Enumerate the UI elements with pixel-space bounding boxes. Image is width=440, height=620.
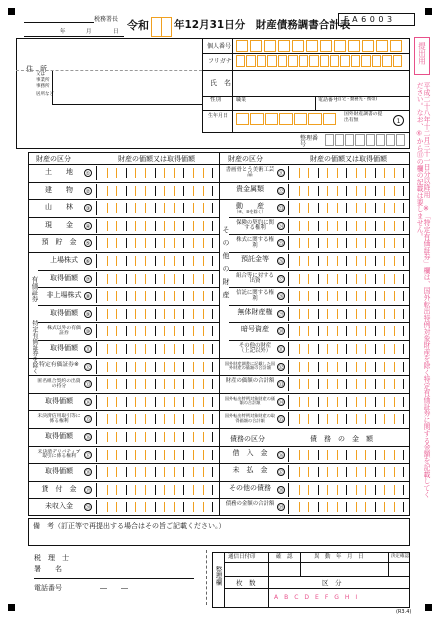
row-divider bbox=[38, 270, 219, 271]
year-input-digit[interactable] bbox=[161, 17, 172, 37]
asset-value-input[interactable] bbox=[288, 166, 408, 180]
asset-label: 取得価額 bbox=[50, 308, 78, 317]
table-center-divider bbox=[219, 152, 220, 516]
abroad-label: 国外財産調書の提出有無 bbox=[344, 112, 383, 124]
row-divider bbox=[219, 410, 410, 411]
asset-value-input[interactable] bbox=[96, 219, 217, 233]
asset-label: 国外財産調書に記載した国外財産の価額の合計額 bbox=[224, 360, 276, 370]
row-number: ⑳ bbox=[85, 505, 91, 512]
alt-note: 事業所 bbox=[36, 78, 50, 83]
birth-label: 生年月日 bbox=[208, 113, 229, 119]
row-divider bbox=[219, 498, 410, 499]
divider bbox=[224, 562, 410, 563]
page-title: 年12月31日分 財産債務調書合計表 bbox=[174, 19, 351, 31]
row-divider bbox=[38, 340, 219, 341]
row-divider bbox=[28, 375, 219, 376]
registration-mark bbox=[8, 604, 15, 611]
divider bbox=[202, 132, 410, 133]
row-divider bbox=[28, 498, 219, 499]
row-number: ㊳ bbox=[278, 487, 284, 494]
row-number: ㉘ bbox=[278, 294, 284, 301]
divider bbox=[268, 576, 269, 608]
asset-value-input[interactable] bbox=[288, 236, 408, 250]
asset-label: 非上場株式 bbox=[46, 291, 82, 300]
asset-value-input[interactable] bbox=[96, 184, 217, 198]
row-number: ⑩ bbox=[85, 329, 91, 336]
asset-label: 取得価額 bbox=[50, 273, 78, 282]
row-number: ⑯ bbox=[85, 435, 91, 441]
form-code-box bbox=[338, 13, 415, 26]
asset-label: 未 払 金 bbox=[232, 466, 268, 475]
divider bbox=[315, 96, 316, 110]
date-month: 月 bbox=[86, 29, 92, 35]
group-tokutei-jogai: 特定有価証券を除く bbox=[31, 320, 38, 374]
right-header-value: 財産の価額又は取得価額 bbox=[310, 155, 387, 163]
row-divider bbox=[28, 463, 219, 464]
divider bbox=[202, 53, 410, 54]
divider bbox=[268, 552, 269, 576]
row-number: ㊴ bbox=[278, 505, 284, 512]
divider bbox=[16, 70, 202, 71]
row-number: ㉞ bbox=[278, 399, 284, 406]
row-divider bbox=[28, 182, 219, 183]
divider bbox=[300, 552, 301, 576]
debt-header-kubun: 債務の区分 bbox=[230, 435, 265, 443]
divider bbox=[224, 552, 225, 608]
address-input[interactable] bbox=[68, 52, 202, 70]
row-divider bbox=[28, 234, 219, 235]
asset-sublabel: （④、⑩を除く） bbox=[234, 209, 266, 215]
col-kakunin: 確 認 bbox=[276, 554, 293, 560]
row-divider bbox=[219, 481, 410, 482]
asset-label: 取得価額 bbox=[45, 432, 73, 440]
debt-header-amount: 債 務 の 金 額 bbox=[310, 435, 373, 443]
row-number: ㉔ bbox=[278, 223, 284, 230]
asset-label: 取得価額 bbox=[45, 396, 73, 405]
left-header-kubun: 財産の区分 bbox=[36, 155, 71, 163]
row-divider bbox=[219, 375, 410, 376]
kubun-label: 区 分 bbox=[322, 579, 342, 587]
occupation-label: 職業 bbox=[236, 97, 247, 103]
tax-accountant-label: 税 理 士 bbox=[34, 554, 69, 562]
submission-stamp bbox=[414, 37, 430, 75]
row-divider bbox=[229, 270, 410, 271]
divider bbox=[34, 578, 194, 579]
registration-mark bbox=[8, 8, 15, 15]
asset-label: 匿名組合契約の出資の持分 bbox=[37, 379, 81, 389]
row-divider bbox=[28, 217, 219, 218]
row-divider bbox=[38, 322, 219, 323]
row-number: ㉖ bbox=[278, 259, 284, 265]
row-number: ㉟ bbox=[278, 417, 284, 424]
row-divider bbox=[28, 393, 219, 394]
row-number: ⑤ bbox=[85, 241, 91, 248]
row-number: ⑮ bbox=[85, 417, 91, 424]
asset-value-input[interactable] bbox=[288, 342, 408, 356]
version-label: (R3.4) bbox=[396, 609, 412, 615]
divider bbox=[52, 70, 53, 104]
asset-value-input[interactable] bbox=[96, 307, 217, 321]
row-number: ㊱ bbox=[278, 452, 284, 459]
asset-label: 山 林 bbox=[45, 203, 73, 212]
asset-value-input[interactable] bbox=[288, 272, 408, 286]
alt-note: 居所など bbox=[36, 92, 54, 97]
asset-label: 株式以外の有価証券 bbox=[47, 326, 81, 337]
col-tsushin: 通信日付印 bbox=[228, 554, 256, 560]
gender-label: 性別 bbox=[210, 97, 222, 103]
asset-label: 貸 付 金 bbox=[41, 484, 77, 493]
asset-value-input[interactable] bbox=[96, 448, 217, 462]
asset-value-input[interactable] bbox=[288, 395, 408, 409]
asset-label: 無体財産権 bbox=[237, 307, 273, 316]
remarks-box[interactable] bbox=[28, 518, 410, 546]
asset-label: 保険の契約に関する権利 bbox=[236, 219, 274, 232]
row-divider bbox=[219, 182, 410, 183]
col-ido: 異 動 年 月 日 bbox=[314, 554, 364, 560]
row-divider bbox=[28, 446, 219, 447]
row-divider bbox=[38, 305, 219, 306]
form-code: F A 6 0 0 3 bbox=[344, 15, 393, 24]
row-divider bbox=[229, 252, 410, 253]
row-divider bbox=[28, 252, 219, 253]
row-number: ⑨ bbox=[85, 311, 91, 318]
debt-section-divider bbox=[219, 428, 410, 429]
asset-label: 信託に関する権利 bbox=[236, 290, 274, 302]
seiri-input[interactable] bbox=[325, 134, 405, 146]
row-number: ㉜ bbox=[278, 364, 284, 371]
row-number: ① bbox=[85, 171, 91, 177]
row-divider bbox=[219, 358, 410, 359]
address-label: 住 所 bbox=[26, 65, 47, 73]
asset-value-input[interactable] bbox=[288, 201, 408, 215]
asset-label: 現 金 bbox=[45, 220, 73, 229]
row-number: ㉝ bbox=[278, 382, 284, 389]
col-kettei: 決定確認 bbox=[391, 554, 409, 559]
asset-value-input[interactable] bbox=[96, 272, 217, 286]
row-number: ⑫ bbox=[85, 364, 91, 371]
row-number: ⑲ bbox=[85, 487, 91, 494]
office-line bbox=[24, 22, 94, 23]
asset-value-input[interactable] bbox=[288, 448, 408, 462]
row-divider bbox=[28, 410, 219, 411]
row-number: ⑪ bbox=[85, 347, 91, 353]
asset-label: 未決済信用取引等に係る権利 bbox=[37, 414, 81, 425]
asset-value-input[interactable] bbox=[288, 377, 408, 391]
asset-label: 取得価額 bbox=[50, 344, 78, 352]
date-day: 日 bbox=[113, 29, 119, 35]
asset-label: 特定有価証券※ bbox=[39, 361, 79, 368]
personal-number-label: 個人番号 bbox=[207, 43, 232, 50]
asset-label: 取得価額 bbox=[45, 467, 73, 476]
row-divider bbox=[229, 217, 410, 218]
asset-value-input[interactable] bbox=[288, 219, 408, 233]
row-number: ㉑ bbox=[278, 171, 284, 177]
group-yuka-shoken: 有価証券 bbox=[30, 276, 39, 302]
asset-label: 土 地 bbox=[45, 168, 73, 176]
row-divider bbox=[229, 287, 410, 288]
divider bbox=[52, 104, 202, 105]
asset-label: 上場株式 bbox=[50, 256, 78, 264]
row-divider bbox=[28, 481, 219, 482]
asset-value-input[interactable] bbox=[96, 360, 217, 374]
row-number: ③ bbox=[85, 206, 91, 213]
asset-label: 債務の金額の合計額 bbox=[225, 501, 275, 508]
asset-value-input[interactable] bbox=[96, 342, 217, 356]
asset-value-input[interactable] bbox=[96, 395, 217, 409]
group-sonota: その他の財産 bbox=[222, 226, 230, 304]
side-note: 平成二十八年十二月三十一日分以降用 ※「特定有価証券」欄は、国外転出特例対象財産を除く特定有価証券に関する金額を記載してください。なお、⑥から⑪の欄の記載は要しません。 bbox=[415, 82, 430, 498]
row-number: ㉛ bbox=[278, 347, 284, 353]
asset-value-input[interactable] bbox=[288, 360, 408, 374]
asset-label: 貴金属類 bbox=[236, 184, 264, 193]
row-divider bbox=[229, 305, 410, 306]
signature-label: 署 名 bbox=[34, 565, 62, 573]
registration-mark bbox=[425, 8, 432, 15]
asset-label: 預 貯 金 bbox=[41, 238, 77, 247]
asset-value-input[interactable] bbox=[96, 430, 217, 444]
asset-value-input[interactable] bbox=[288, 184, 408, 198]
asset-value-input[interactable] bbox=[96, 500, 217, 514]
asset-value-input[interactable] bbox=[96, 483, 217, 497]
row-number: ⑧ bbox=[85, 294, 91, 301]
row-divider bbox=[219, 446, 410, 447]
asset-value-input[interactable] bbox=[96, 324, 217, 338]
asset-value-input[interactable] bbox=[288, 254, 408, 268]
era-label: 令和 bbox=[127, 19, 149, 32]
abroad-option-circle[interactable]: 1 bbox=[393, 115, 404, 126]
phone-footer-label: 電話番号 bbox=[34, 584, 62, 592]
row-divider bbox=[229, 340, 410, 341]
name-input[interactable] bbox=[236, 73, 402, 93]
seiri-footer-label: 整理欄 bbox=[214, 566, 223, 586]
row-number: ⑱ bbox=[85, 470, 91, 477]
asset-label: 国外転出特例対象財産の価額の合計額 bbox=[224, 395, 276, 405]
asset-value-input[interactable] bbox=[96, 254, 217, 268]
asset-value-input[interactable] bbox=[96, 289, 217, 303]
divider bbox=[224, 588, 410, 589]
personal-number-input[interactable] bbox=[236, 40, 402, 52]
asset-label: 建 物 bbox=[45, 185, 73, 194]
registration-mark bbox=[425, 604, 432, 611]
phone-label: 電話番号 bbox=[318, 97, 339, 103]
phone-sub-label: (自宅・勤務先・携帯) bbox=[336, 96, 377, 101]
row-number: ⑥ bbox=[85, 259, 91, 265]
asset-value-input[interactable] bbox=[288, 412, 408, 426]
divider bbox=[388, 552, 389, 576]
asset-label: 未収入金 bbox=[45, 502, 73, 511]
row-divider bbox=[219, 393, 410, 394]
divider bbox=[206, 550, 208, 605]
furigana-input[interactable] bbox=[236, 55, 402, 67]
asset-value-input[interactable] bbox=[288, 289, 408, 303]
asset-label: 未決済デリバティブ取引に係る権利 bbox=[37, 449, 81, 460]
asset-value-input[interactable] bbox=[288, 500, 408, 514]
asset-label: 動 産 bbox=[236, 202, 264, 211]
row-number: ⑭ bbox=[85, 399, 91, 406]
right-header-kubun: 財産の区分 bbox=[228, 155, 263, 163]
seiri-label: 整理番号 bbox=[300, 135, 319, 148]
row-number: ㉙ bbox=[278, 311, 284, 318]
asset-value-input[interactable] bbox=[288, 307, 408, 321]
row-number: ⑬ bbox=[85, 382, 91, 389]
row-number: ⑰ bbox=[85, 452, 91, 459]
phone-footer-dash: ― ― bbox=[100, 584, 128, 592]
left-header-value: 財産の価額又は取得価額 bbox=[118, 155, 195, 163]
asset-label: 書画骨とう美術工芸品 bbox=[225, 167, 275, 179]
row-divider bbox=[38, 287, 219, 288]
divider bbox=[202, 96, 410, 97]
alt-note: 事務所 bbox=[36, 84, 50, 89]
asset-label: 組合等に対する出資 bbox=[236, 272, 274, 284]
row-number: ④ bbox=[85, 223, 91, 230]
asset-value-input[interactable] bbox=[288, 324, 408, 338]
row-divider bbox=[28, 164, 219, 165]
office-suffix: 税務署長 bbox=[94, 16, 119, 23]
row-number: ② bbox=[85, 188, 91, 195]
row-number: ㊲ bbox=[278, 470, 284, 477]
row-divider bbox=[28, 358, 219, 359]
asset-value-input[interactable] bbox=[96, 412, 217, 426]
asset-label: 借 入 金 bbox=[232, 448, 268, 457]
row-divider bbox=[219, 199, 410, 200]
row-divider bbox=[219, 164, 410, 165]
asset-value-input[interactable] bbox=[288, 465, 408, 479]
asset-label: 株式に関する権利 bbox=[236, 237, 274, 249]
side-label: 提出用 bbox=[417, 42, 427, 65]
asset-label: その他の債務 bbox=[229, 483, 271, 492]
divider bbox=[202, 110, 410, 111]
row-divider bbox=[219, 463, 410, 464]
asset-value-input[interactable] bbox=[288, 483, 408, 497]
asset-label: その他の財産（上記以外） bbox=[238, 343, 272, 355]
birth-input[interactable] bbox=[236, 113, 336, 125]
maisu-label: 枚 数 bbox=[236, 579, 256, 587]
row-number: ⑦ bbox=[85, 276, 91, 283]
row-number: ㉕ bbox=[278, 241, 284, 248]
remarks-label: 備 考（訂正等で再提出する場合はその旨ご記載ください。） bbox=[33, 522, 226, 530]
alt-note: 又は bbox=[36, 72, 45, 77]
row-divider bbox=[229, 322, 410, 323]
row-divider bbox=[28, 199, 219, 200]
asset-label: 財産の価額の合計額 bbox=[225, 378, 275, 385]
row-number: ㉓ bbox=[278, 206, 284, 213]
asset-value-input[interactable] bbox=[96, 465, 217, 479]
row-divider bbox=[28, 428, 219, 429]
name-label: 氏 名 bbox=[210, 79, 231, 87]
asset-value-input[interactable] bbox=[96, 166, 217, 180]
asset-value-input[interactable] bbox=[96, 201, 217, 215]
date-line bbox=[24, 36, 124, 37]
row-divider bbox=[229, 234, 410, 235]
row-number: ㉚ bbox=[278, 329, 284, 336]
row-number: ㉒ bbox=[278, 188, 284, 195]
divider bbox=[224, 576, 410, 577]
asset-label: 国外転出特例対象財産の取得価額の合計額 bbox=[224, 413, 276, 423]
furigana-label: フリガナ bbox=[208, 58, 232, 65]
asset-value-input[interactable] bbox=[96, 377, 217, 391]
row-number: ㉗ bbox=[278, 276, 284, 283]
asset-value-input[interactable] bbox=[96, 236, 217, 250]
asset-label: 暗号資産 bbox=[241, 325, 269, 334]
kubun-letters[interactable]: A B C D E F G H I bbox=[274, 594, 358, 601]
divider bbox=[202, 70, 410, 71]
date-year: 年 bbox=[60, 29, 66, 35]
asset-label: 預託金等 bbox=[241, 255, 269, 263]
